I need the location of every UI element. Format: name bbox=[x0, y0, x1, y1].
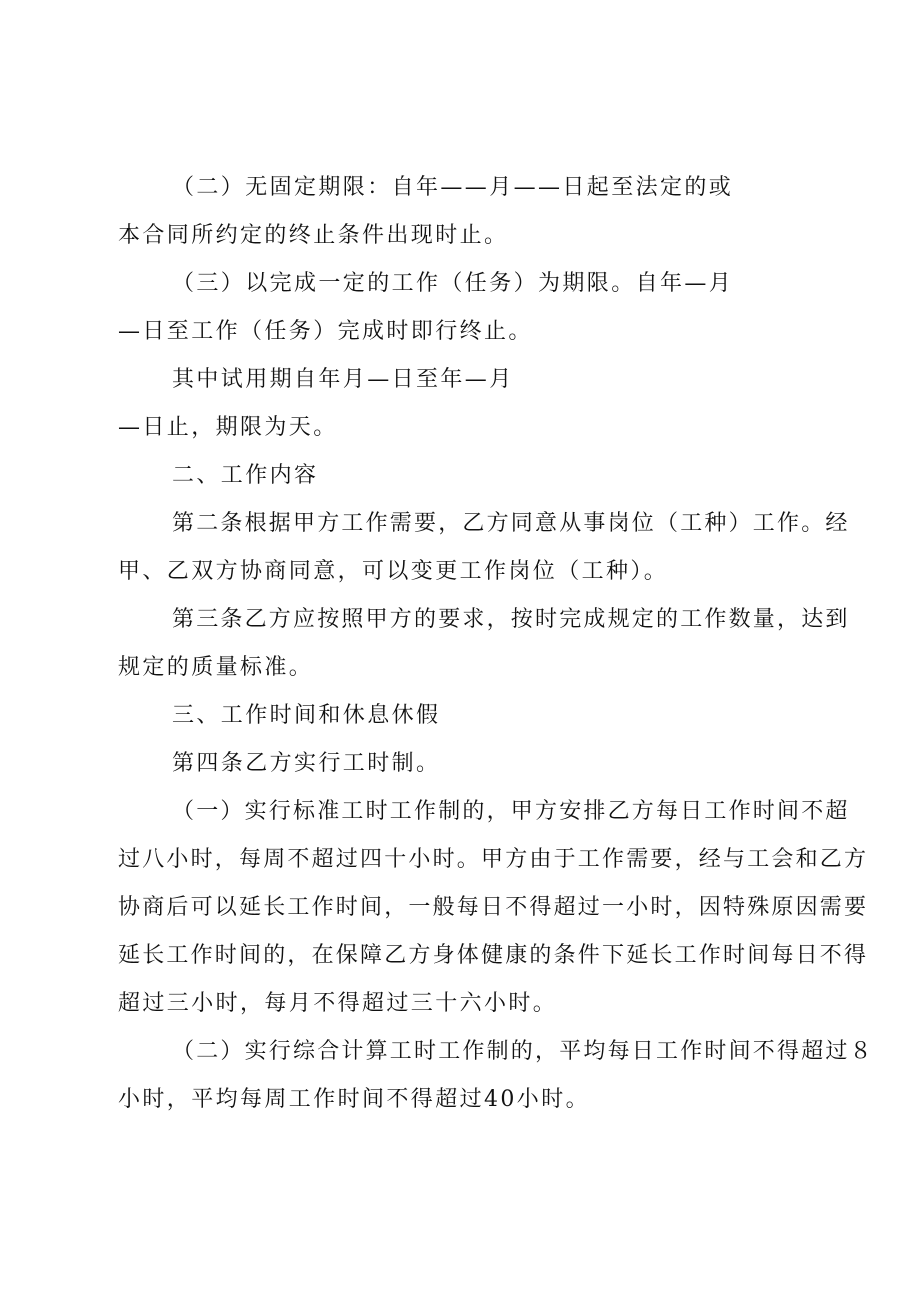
clause-term-indefinite-cont: 本合同所约定的终止条件出现时止。 bbox=[118, 223, 509, 248]
probation-period-text-cont: —日止，期限为天。 bbox=[118, 415, 338, 440]
comprehensive-hours-clause-cont: 小时，平均每周工作时间不得超过40小时。 bbox=[118, 1087, 590, 1112]
probation-period-text: 其中试用期自年月—日至年—月 bbox=[172, 367, 514, 392]
clause-term-task-based: （三）以完成一定的工作（任务）为期限。自年—月 bbox=[172, 271, 734, 296]
section-heading-working-hours: 三、工作时间和休息休假 bbox=[172, 703, 441, 728]
section-heading-work-content: 二、工作内容 bbox=[172, 463, 319, 488]
comprehensive-hours-clause: （二）实行综合计算工时工作制的，平均每日工作时间不得超过８ bbox=[172, 1039, 874, 1064]
clause-term-indefinite: （二）无固定期限：自年——月——日起至法定的或 bbox=[172, 175, 734, 200]
article-4-text: 第四条乙方实行工时制。 bbox=[172, 751, 441, 776]
standard-hours-clause-cont-4: 超过三小时，每月不得超过三十六小时。 bbox=[118, 991, 558, 1016]
article-2-text-cont: 甲、乙双方协商同意，可以变更工作岗位（工种）。 bbox=[118, 559, 669, 584]
standard-hours-clause-cont-1: 过八小时，每周不超过四十小时。甲方由于工作需要，经与工会和乙方 bbox=[118, 847, 869, 872]
standard-hours-clause-cont-3: 延长工作时间的，在保障乙方身体健康的条件下延长工作时间每日不得 bbox=[118, 943, 869, 968]
article-2-text: 第二条根据甲方工作需要，乙方同意从事岗位（工种）工作。经 bbox=[172, 511, 850, 536]
article-3-text-cont: 规定的质量标准。 bbox=[118, 655, 314, 680]
article-3-text: 第三条乙方应按照甲方的要求，按时完成规定的工作数量，达到 bbox=[172, 607, 850, 632]
standard-hours-clause: （一）实行标准工时工作制的，甲方安排乙方每日工作时间不超 bbox=[172, 799, 850, 824]
standard-hours-clause-cont-2: 协商后可以延长工作时间，一般每日不得超过一小时，因特殊原因需要 bbox=[118, 895, 869, 920]
clause-term-task-based-cont: —日至工作（任务）完成时即行终止。 bbox=[118, 319, 533, 344]
